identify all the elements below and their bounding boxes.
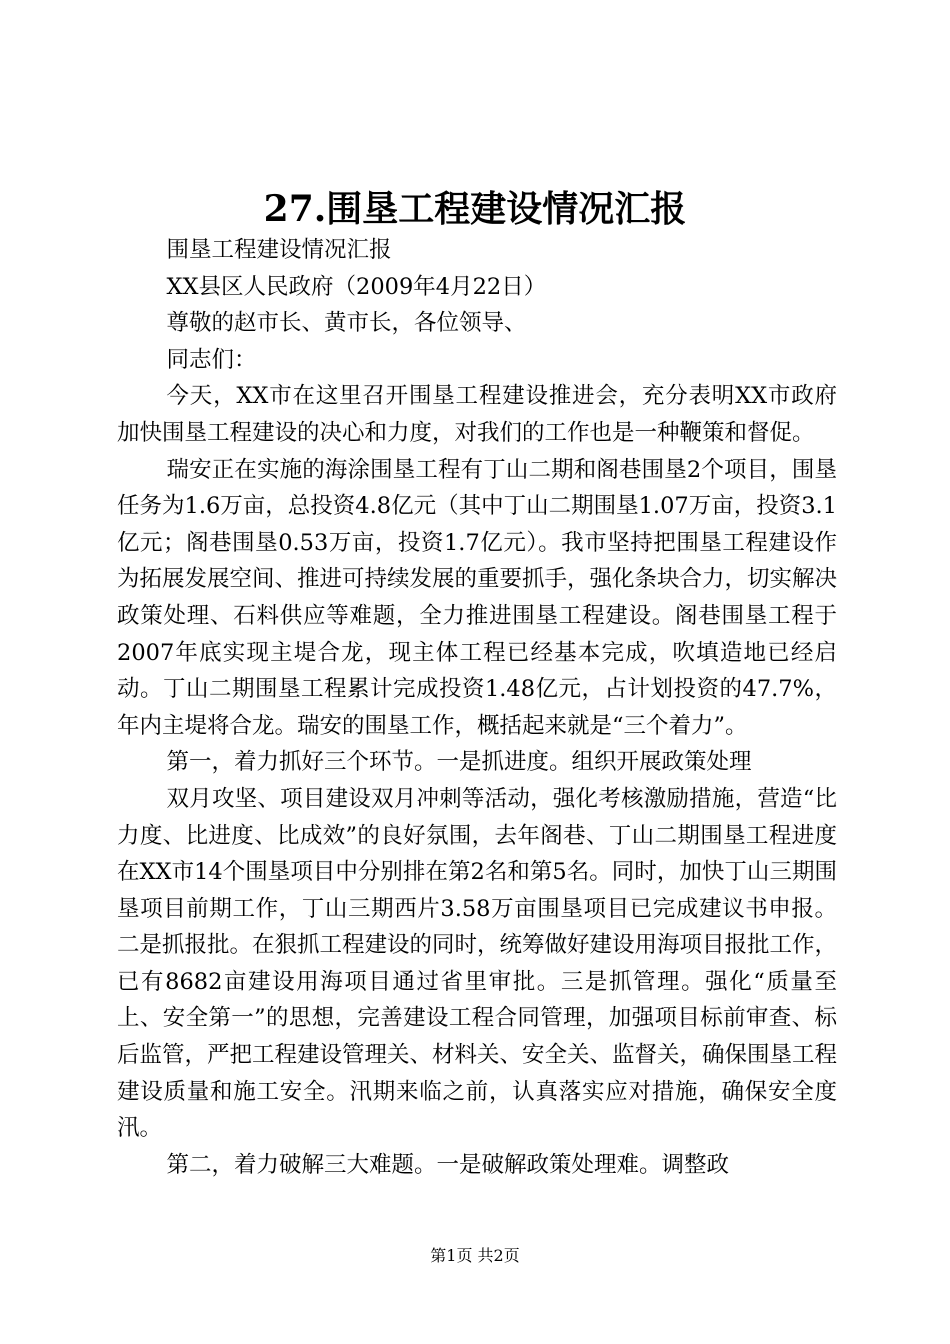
paragraph-first-point: 第一，着力抓好三个环节。一是抓进度。组织开展政策处理 [166, 749, 752, 776]
paragraph-intro: 今天，XX市在这里召开围垦工程建设推进会，充分表明XX市政府加快围垦工程建设的决心和力度，对我们的工作也是一种鞭策和督促。 [117, 383, 837, 446]
paragraph-salutation: 尊敬的赵市长、黄市长，各位领导、 [166, 310, 527, 337]
paragraph-overview: 瑞安正在实施的海涂围垦工程有丁山二期和阁巷围垦2个项目，围垦任务为1.6万亩，总投资4.8亿元（其中丁山二期围垦1.07万亩，投资3.1亿元；阁巷围垦0.53万亩，投资1.7亿元）。我市坚持把围垦工程建设作为拓展发展空间、推进可持续发展的重要抓手，强化条块合力，切实解决政策处理、石料供应等难题，全力推进围垦工程建设。阁巷围垦工程于2007年底实现主堤合龙，现主体工程已经基本完成，吹填造地已经启动。丁山二期围垦工程累计完成投资1.48亿元，占计划投资的47.7%，年内主堤将合龙。瑞安的围垦工作，概括起来就是“三个着力”。 [117, 456, 838, 739]
page-number: 第1页 共2页 [430, 1246, 520, 1265]
paragraph-first-point-detail: 双月攻坚、项目建设双月冲刺等活动，强化考核激励措施，营造“比力度、比进度、比成效”的良好氛围，去年阁巷、丁山二期围垦工程进度在XX市14个围垦项目中分别排在第2名和第5名。同时，加快丁山三期围垦项目前期工作，丁山三期西片3.58万亩围垦项目已完成建议书申报。二是抓报批。在狠抓工程建设的同时，统筹做好建设用海项目报批工作，已有8682亩建设用海项目通过省里审批。三是抓管理。强化“质量至上、安全第一”的思想，完善建设工程合同管理，加强项目标前审查、标后监管，严把工程建设管理关、材料关、安全关、监督关，确保围垦工程建设质量和施工安全。汛期来临之前，认真落实应对措施，确保安全度汛。 [117, 785, 838, 1142]
document-body [117, 232, 837, 1183]
paragraph-salutation-cont: 同志们： [166, 346, 257, 373]
paragraph-second-point: 第二，着力破解三大难题。一是破解政策处理难。调整政 [166, 1151, 730, 1178]
paragraph-author-date: XX县区人民政府（2009年4月22日） [166, 273, 547, 300]
paragraph-heading: 围垦工程建设情况汇报 [166, 237, 392, 263]
document-title: 27.围垦工程建设情况汇报 [263, 188, 687, 230]
